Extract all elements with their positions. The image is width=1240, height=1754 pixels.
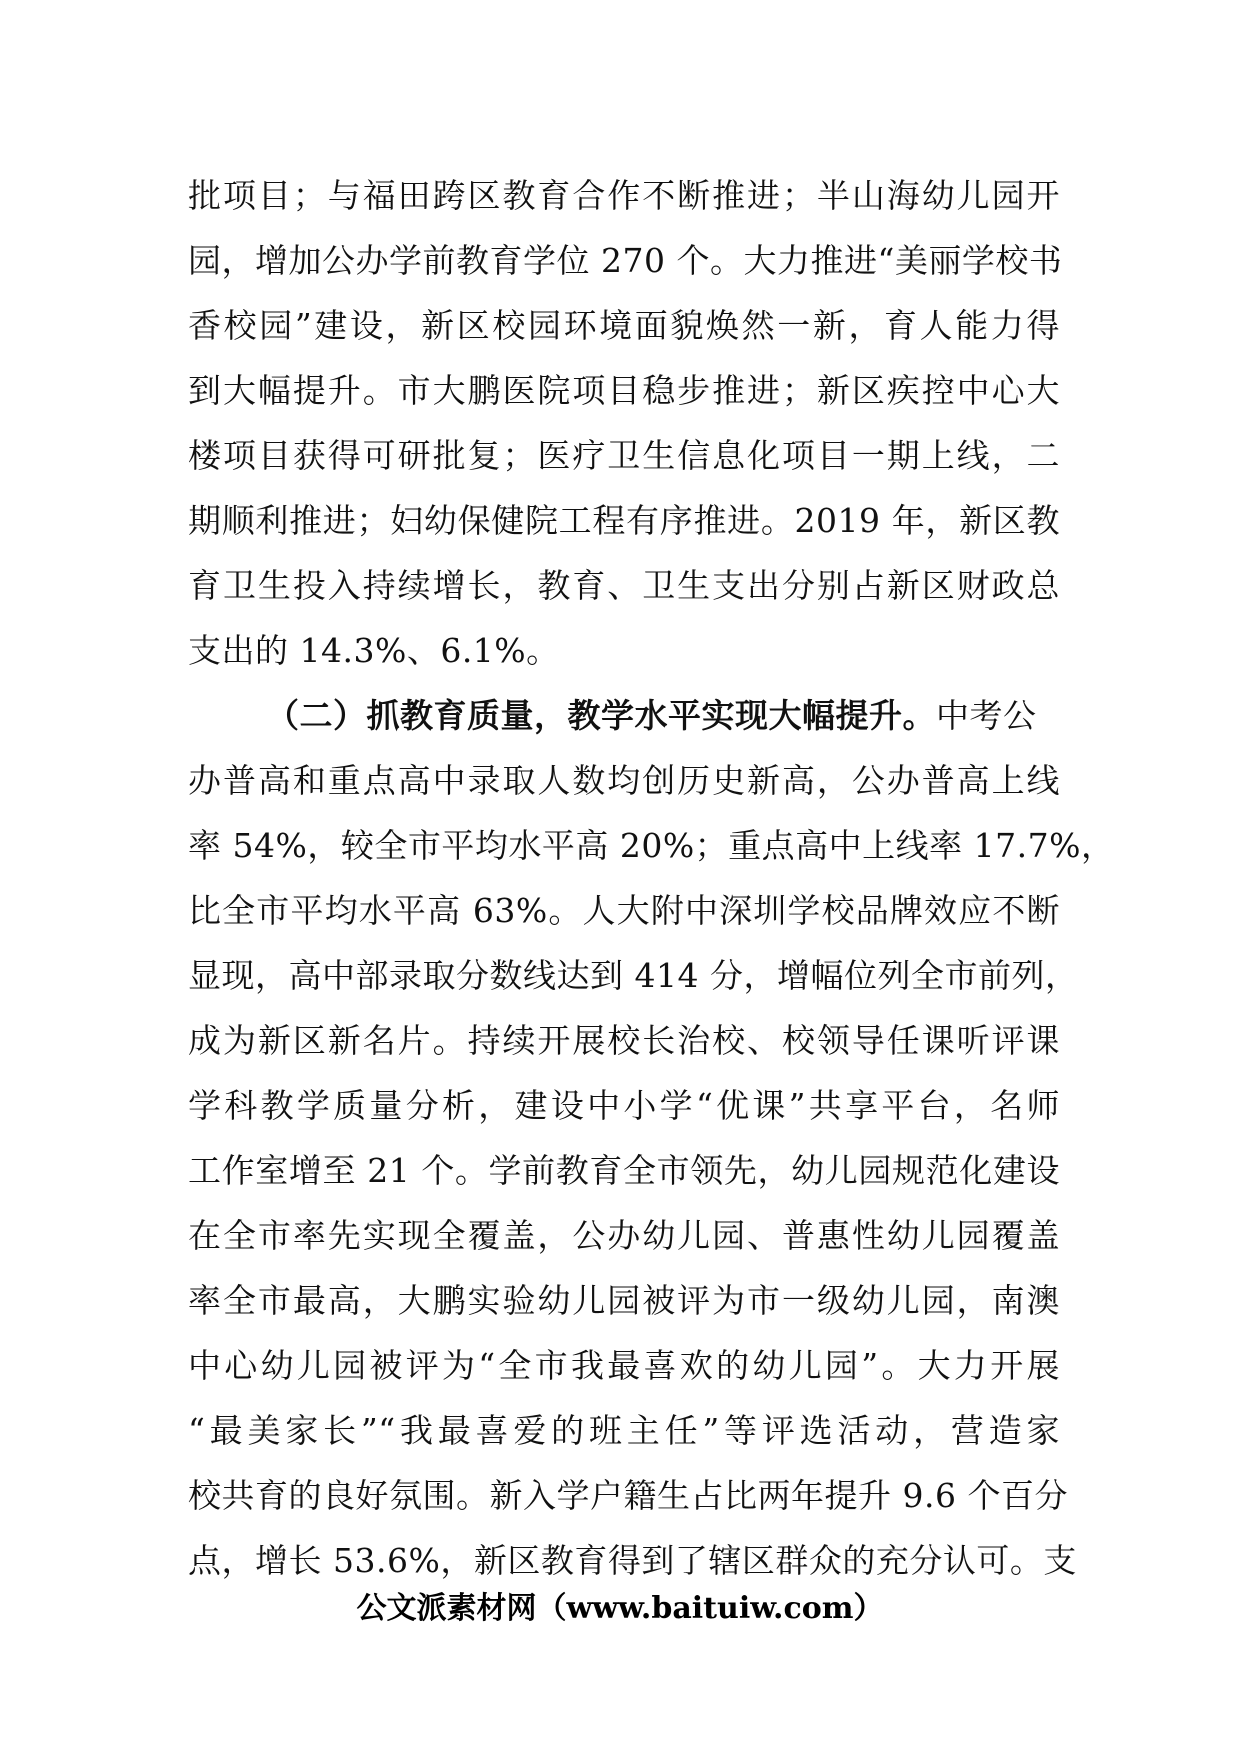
document-body [188,163,1115,1593]
paragraph-line: 点，增长 53.6%，新区教育得到了辖区群众的充分认可。支 [188,1541,1077,1580]
paragraph-line: 园，增加公办学前教育学位 270 个。大力推进“美丽学校书 [188,241,1063,280]
paragraph-line: 香校园”建设，新区校园环境面貌焕然一新，育人能力得 [188,306,1060,345]
paragraph-line: “最美家长”“我最喜爱的班主任”等评选活动，营造家 [188,1411,1060,1450]
footer-watermark: 公文派素材网（www.baituiw.com） [356,1591,884,1626]
paragraph-line: 率全市最高，大鹏实验幼儿园被评为市一级幼儿园，南澳 [188,1281,1060,1320]
section-heading-line [188,683,1060,748]
paragraph-line: 在全市率先实现全覆盖，公办幼儿园、普惠性幼儿园覆盖 [188,1216,1060,1255]
paragraph-line: 办普高和重点高中录取人数均创历史新高，公办普高上线 [188,761,1060,800]
paragraph-line: 中心幼儿园被评为“全市我最喜欢的幼儿园”。大力开展 [188,1346,1060,1385]
section-heading-continuation: 中考公 [936,696,1037,735]
paragraph-line: 成为新区新名片。持续开展校长治校、校领导任课听评课 [188,1021,1060,1060]
paragraph-line: 到大幅提升。市大鹏医院项目稳步推进；新区疾控中心大 [188,371,1060,410]
paragraph-line: 显现，高中部录取分数线达到 414 分，增幅位列全市前列， [188,956,1079,995]
paragraph-line: 工作室增至 21 个。学前教育全市领先，幼儿园规范化建设 [188,1151,1060,1190]
paragraph-line: 批项目；与福田跨区教育合作不断推进；半山海幼儿园开 [188,176,1060,215]
paragraph-line: 楼项目获得可研批复；医疗卫生信息化项目一期上线，二 [188,436,1060,475]
paragraph-line: 学科教学质量分析，建设中小学“优课”共享平台，名师 [188,1086,1060,1125]
paragraph-line: 校共育的良好氛围。新入学户籍生占比两年提升 9.6 个百分 [188,1476,1068,1515]
paragraph-line: 率 54%，较全市平均水平高 20%；重点高中上线率 17.7%， [188,826,1115,865]
paragraph-line: 比全市平均水平高 63%。人大附中深圳学校品牌效应不断 [188,891,1060,930]
paragraph-line: 支出的 14.3%、6.1%。 [188,631,560,670]
paragraph-line: 育卫生投入持续增长，教育、卫生支出分别占新区财政总 [188,566,1060,605]
section-heading: （二）抓教育质量，教学水平实现大幅提升。 [266,696,936,735]
paragraph-line: 期顺利推进；妇幼保健院工程有序推进。2019 年，新区教 [188,501,1060,540]
